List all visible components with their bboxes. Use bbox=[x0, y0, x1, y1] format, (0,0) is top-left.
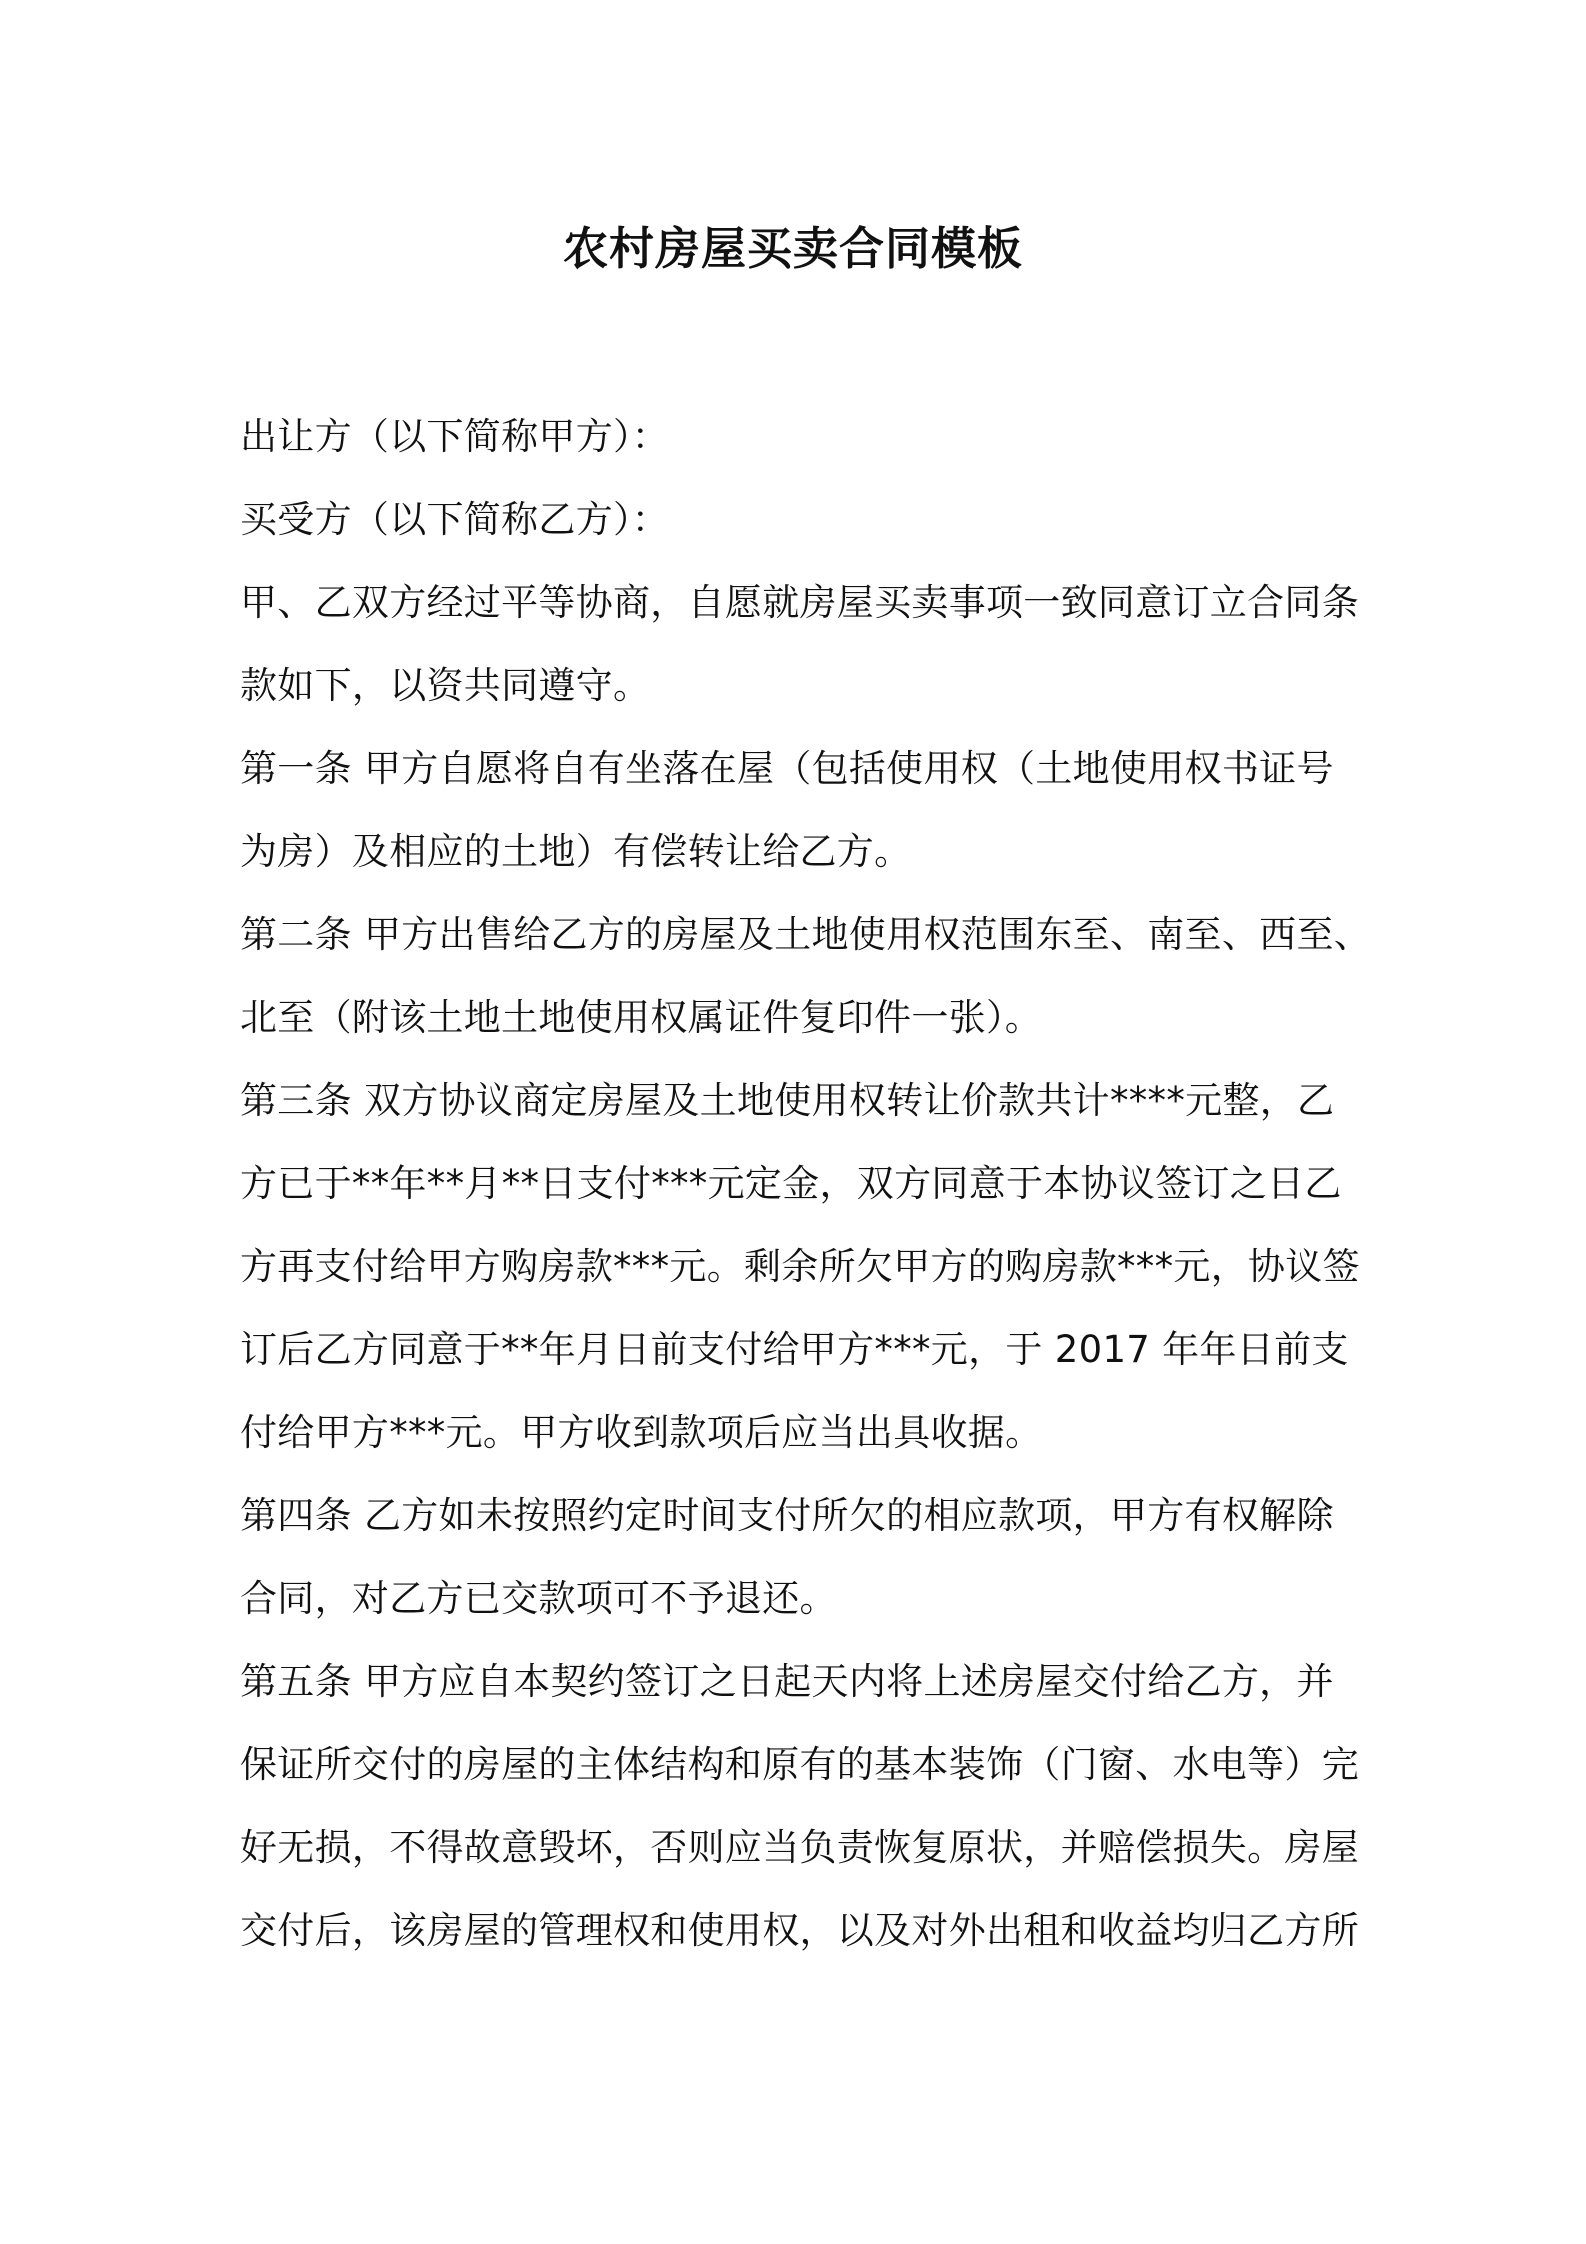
contract-line: 交付后，该房屋的管理权和使用权，以及对外出租和收益均归乙方所 bbox=[240, 1909, 1359, 1952]
contract-line: 保证所交付的房屋的主体结构和原有的基本装饰（门窗、水电等）完 bbox=[240, 1743, 1359, 1786]
contract-line: 出让方（以下简称甲方）： bbox=[240, 415, 670, 458]
contract-line: 第五条 甲方应自本契约签订之日起天内将上述房屋交付给乙方，并 bbox=[240, 1660, 1334, 1703]
contract-line: 北至（附该土地土地使用权属证件复印件一张）。 bbox=[240, 996, 1043, 1039]
contract-line: 第一条 甲方自愿将自有坐落在屋（包括使用权（土地使用权书证号 bbox=[240, 747, 1334, 790]
contract-line: 订后乙方同意于**年月日前支付给甲方***元，于 2017 年年日前支 bbox=[240, 1328, 1349, 1371]
contract-line: 合同，对乙方已交款项可不予退还。 bbox=[240, 1577, 837, 1620]
contract-line: 为房）及相应的土地）有偿转让给乙方。 bbox=[240, 830, 912, 873]
contract-line: 方再支付给甲方购房款***元。剩余所欠甲方的购房款***元，协议签 bbox=[240, 1245, 1360, 1288]
contract-line: 第三条 双方协议商定房屋及土地使用权转让价款共计****元整，乙 bbox=[240, 1079, 1335, 1122]
contract-line: 第二条 甲方出售给乙方的房屋及土地使用权范围东至、南至、西至、 bbox=[240, 913, 1372, 956]
contract-line: 方已于**年**月**日支付***元定金，双方同意于本协议签订之日乙 bbox=[240, 1162, 1342, 1205]
contract-line: 第四条 乙方如未按照约定时间支付所欠的相应款项，甲方有权解除 bbox=[240, 1494, 1334, 1537]
contract-line: 甲、乙双方经过平等协商，自愿就房屋买卖事项一致同意订立合同条 bbox=[240, 581, 1359, 624]
contract-line: 款如下，以资共同遵守。 bbox=[240, 664, 651, 707]
contract-line: 好无损，不得故意毁坏，否则应当负责恢复原状，并赔偿损失。房屋 bbox=[240, 1826, 1359, 1869]
document-title: 农村房屋买卖合同模板 bbox=[562, 222, 1023, 275]
contract-line: 付给甲方***元。甲方收到款项后应当出具收据。 bbox=[240, 1411, 1043, 1454]
contract-line: 买受方（以下简称乙方）： bbox=[240, 498, 670, 541]
